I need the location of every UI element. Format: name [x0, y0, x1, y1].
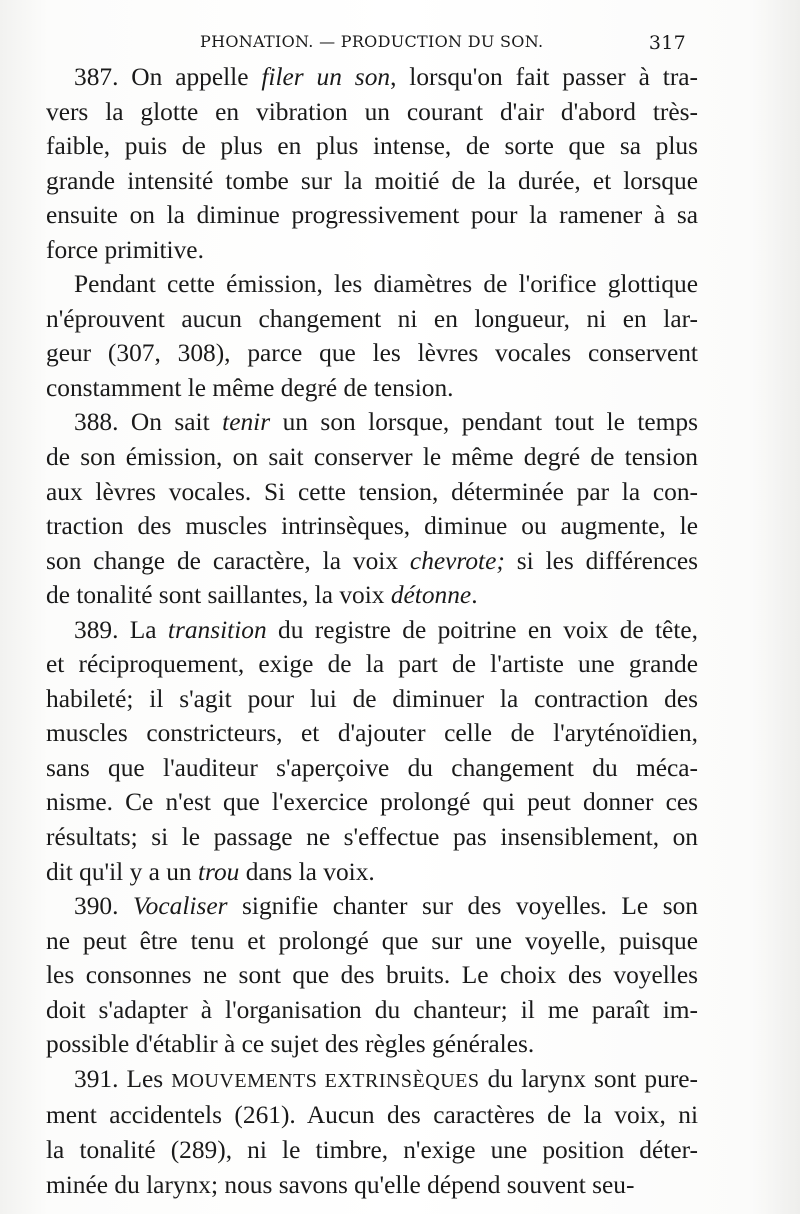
text-run: possible d'établir à ce sujet des règles générales.	[46, 1030, 535, 1059]
italic-term: trou	[197, 857, 240, 886]
paragraph-p389	[46, 613, 698, 889]
text-line	[46, 647, 698, 682]
text-line	[46, 475, 698, 510]
paragraph-p388	[46, 405, 698, 612]
text-run: résultats; si le passage ne s'effectue pas insensiblement, on	[46, 823, 698, 852]
text-run: geur (307, 308), parce que les lèvres vocales conservent	[46, 339, 698, 368]
text-run: son change de caractère, la voix	[46, 546, 410, 575]
small-caps-term: MOUVEMENTS EXTRINSÈQUES	[171, 1069, 480, 1092]
text-run: grande intensité tombe sur la moitié de la durée, et lorsque	[46, 166, 698, 195]
text-line	[46, 60, 698, 95]
text-run: la tonalité (289), ni le timbre, n'exige une position déter-	[46, 1135, 698, 1164]
page-number: 317	[648, 32, 686, 54]
italic-term: Vocaliser	[132, 892, 228, 921]
text-line	[46, 682, 698, 717]
text-run: 389. La	[74, 615, 168, 644]
text-line	[46, 233, 698, 268]
text-run: Pendant cette émission, les diamètres de l'orifice glottique	[74, 270, 698, 299]
italic-term: détonne	[390, 581, 472, 610]
text-line	[46, 993, 698, 1028]
text-run: 388. On sait	[74, 408, 223, 437]
text-run: minée du larynx; nous savons qu'elle dépend souvent seu-	[46, 1170, 635, 1199]
text-line	[46, 336, 698, 371]
text-line	[46, 371, 698, 406]
text-run: faible, puis de plus en plus intense, de sorte que sa plus	[46, 132, 698, 161]
text-run: sans que l'auditeur s'aperçoive du changement du méca-	[46, 753, 698, 782]
text-run: ne peut être tenu et prolongé que sur une voyelle, puisque	[46, 926, 698, 955]
text-run: vers la glotte en vibration un courant d'air d'abord très-	[46, 97, 698, 126]
text-run: et réciproquement, exige de la part de l'artiste une grande	[46, 650, 698, 679]
text-line	[46, 1133, 698, 1168]
text-run: muscles constricteurs, et d'ajouter celle de l'aryténoïdien,	[46, 719, 698, 748]
text-line	[46, 820, 698, 855]
text-run: 387. On appelle	[74, 63, 262, 91]
text-line	[46, 129, 698, 164]
text-line	[46, 958, 698, 993]
text-run: du larynx sont pure-	[479, 1064, 699, 1093]
text-run: , lorsqu'on fait passer à tra-	[390, 63, 698, 91]
text-line	[46, 924, 698, 959]
text-line	[46, 405, 698, 440]
text-run: 391. Les	[74, 1064, 172, 1093]
text-line	[46, 267, 698, 302]
text-run: traction des muscles intrinsèques, diminue ou augmente, le	[46, 512, 698, 541]
text-run: constamment le même degré de tension.	[46, 373, 454, 402]
body-text	[46, 60, 698, 1202]
text-run: ensuite on la diminue progressivement pour la ramener à sa	[46, 201, 698, 230]
text-run: force primitive.	[46, 235, 204, 264]
paragraph-p387	[46, 60, 698, 267]
text-run: aux lèvres vocales. Si cette tension, déterminée par la con-	[46, 477, 698, 506]
text-run: 390.	[74, 892, 133, 921]
paragraph-p391	[46, 1062, 698, 1202]
italic-term: tenir	[222, 408, 271, 437]
text-line	[46, 716, 698, 751]
text-line	[46, 613, 698, 648]
text-run: si les différences	[504, 546, 698, 575]
text-run: dit qu'il y a un	[46, 857, 198, 886]
text-line	[46, 785, 698, 820]
text-line	[46, 855, 698, 890]
text-line	[46, 889, 698, 924]
text-line	[46, 1168, 698, 1203]
text-line	[46, 1098, 698, 1133]
text-line	[46, 302, 698, 337]
text-run: de son émission, on sait conserver le même degré de tension	[46, 443, 698, 472]
paragraph-p387b	[46, 267, 698, 405]
text-line	[46, 95, 698, 130]
text-line	[46, 164, 698, 199]
text-run: du registre de poitrine en voix de tête,	[266, 615, 698, 644]
text-run: les consonnes ne sont que des bruits. Le choix des voyelles	[46, 961, 698, 990]
text-line	[46, 578, 698, 613]
text-run: ment accidentels (261). Aucun des caractères de la voix, ni	[46, 1101, 698, 1130]
text-line	[46, 440, 698, 475]
text-run: doit s'adapter à l'organisation du chanteur; il me paraît im-	[46, 995, 698, 1024]
italic-term: chevrote;	[409, 546, 505, 575]
text-line	[46, 198, 698, 233]
text-run: .	[471, 581, 478, 610]
text-run: un son lorsque, pendant tout le temps	[270, 408, 698, 437]
text-line	[46, 1062, 698, 1099]
text-run: habileté; il s'agit pour lui de diminuer la contraction des	[46, 684, 698, 713]
paragraph-p390	[46, 889, 698, 1062]
text-line	[46, 1027, 698, 1062]
italic-term: filer un son	[261, 63, 391, 91]
text-run: signifie chanter sur des voyelles. Le son	[227, 892, 699, 921]
text-line	[46, 751, 698, 786]
italic-term: transition	[167, 615, 267, 644]
running-head-title: PHONATION. — PRODUCTION DU SON.	[200, 32, 544, 51]
text-run: nisme. Ce n'est que l'exercice prolongé qui peut donner ces	[46, 788, 698, 817]
text-line	[46, 509, 698, 544]
text-run: dans la voix.	[239, 857, 375, 886]
text-line	[46, 544, 698, 579]
text-run: n'éprouvent aucun changement ni en longueur, ni en lar-	[46, 304, 698, 333]
text-run: de tonalité sont saillantes, la voix	[46, 581, 391, 610]
